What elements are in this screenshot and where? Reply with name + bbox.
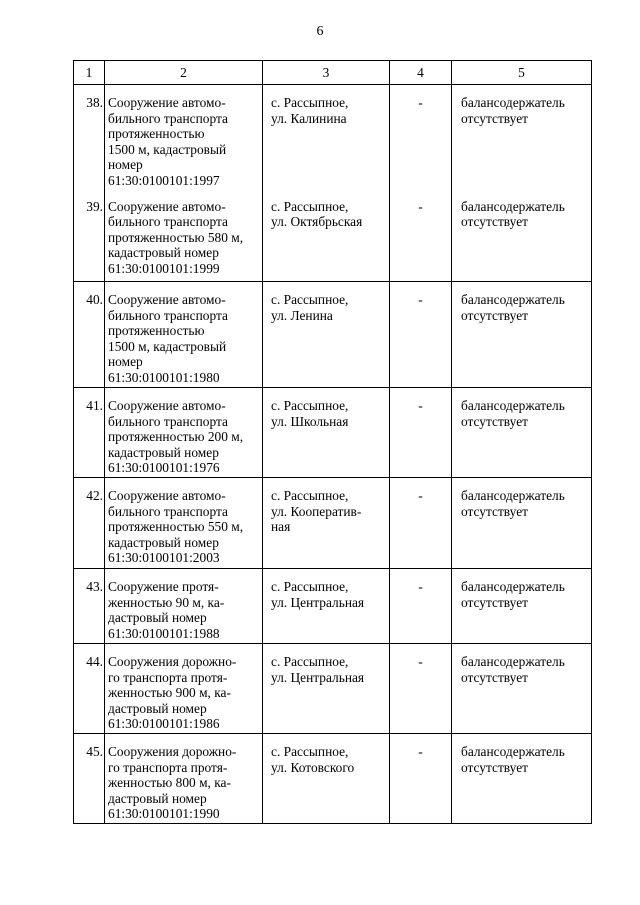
column-4-cell: -	[390, 569, 452, 644]
address-cell	[263, 478, 390, 569]
column-4-cell: -	[390, 388, 452, 478]
column-4-cell: -	[390, 644, 452, 734]
row-number-cell: 39.	[74, 189, 105, 282]
holder-line: отсутствует	[461, 594, 528, 610]
description-line: 61:30:0100101:1990	[108, 806, 220, 822]
row-number-cell: 44.	[74, 644, 105, 734]
table-row	[74, 734, 592, 824]
table-row	[74, 569, 592, 644]
holder-line: отсутствует	[461, 669, 528, 685]
holder-cell	[452, 569, 592, 644]
holder-line: балансодержатель	[461, 488, 565, 504]
table-row	[74, 189, 592, 282]
holder-cell	[452, 282, 592, 388]
description-line: протяженностью 580 м,	[108, 229, 244, 245]
object-description-cell	[105, 644, 263, 734]
description-line: Сооружение автомо-	[108, 398, 226, 414]
column-header: 2	[105, 61, 263, 85]
page-number: 6	[316, 24, 324, 39]
description-line: номер	[108, 354, 143, 370]
description-line: 61:30:0100101:1999	[108, 260, 220, 276]
description-line: дастровый номер	[108, 700, 207, 716]
address-line: ная	[271, 519, 291, 535]
address-line: с. Рассыпное,	[271, 292, 349, 308]
description-line: бильного транспорта	[108, 307, 228, 323]
description-line: бильного транспорта	[108, 413, 228, 429]
object-description-cell	[105, 734, 263, 824]
description-line: 61:30:0100101:1988	[108, 625, 220, 641]
row-number-cell: 41.	[74, 388, 105, 478]
holder-line: балансодержатель	[461, 95, 565, 110]
address-line: с. Рассыпное,	[271, 95, 349, 110]
description-line: протяженностью	[108, 323, 205, 339]
table-row	[74, 644, 592, 734]
address-line: с. Рассыпное,	[271, 654, 349, 670]
description-line: 61:30:0100101:1986	[108, 716, 220, 732]
object-description-cell	[105, 282, 263, 388]
description-line: 61:30:0100101:1976	[108, 460, 220, 476]
column-header: 3	[263, 61, 390, 85]
table-row	[74, 388, 592, 478]
table-row	[74, 478, 592, 569]
description-line: 61:30:0100101:2003	[108, 550, 220, 566]
holder-line: балансодержатель	[461, 198, 565, 214]
object-description-cell	[105, 85, 263, 189]
description-line: бильного транспорта	[108, 214, 228, 230]
description-line: Сооружение автомо-	[108, 95, 226, 110]
description-line: дастровый номер	[108, 610, 207, 626]
holder-line: отсутствует	[461, 214, 528, 230]
holder-cell	[452, 189, 592, 282]
description-line: го транспорта протя-	[108, 669, 228, 685]
description-line: кадастровый номер	[108, 534, 219, 550]
description-line: протяженностью	[108, 126, 205, 142]
description-line: бильного транспорта	[108, 110, 228, 126]
address-line: ул. Ленина	[271, 307, 333, 323]
description-line: кадастровый номер	[108, 444, 219, 460]
address-line: с. Рассыпное,	[271, 198, 349, 214]
description-line: 61:30:0100101:1980	[108, 370, 220, 386]
address-cell	[263, 734, 390, 824]
address-line: ул. Центральная	[271, 594, 365, 610]
description-line: женностью 900 м, ка-	[108, 685, 231, 701]
holder-line: отсутствует	[461, 110, 528, 126]
description-line: 1500 м, кадастровый	[108, 338, 227, 354]
object-description-cell	[105, 189, 263, 282]
holder-cell	[452, 734, 592, 824]
address-line: ул. Кооператив-	[271, 503, 362, 519]
table-row	[74, 85, 592, 189]
address-line: ул. Школьная	[271, 413, 349, 429]
row-number-cell: 42.	[74, 478, 105, 569]
description-line: дастровый номер	[108, 790, 207, 806]
table-header-row	[74, 61, 592, 85]
address-cell	[263, 282, 390, 388]
address-line: ул. Центральная	[271, 669, 365, 685]
column-4-cell: -	[390, 85, 452, 189]
description-line: Сооружение автомо-	[108, 292, 226, 308]
description-line: протяженностью 200 м,	[108, 429, 244, 445]
description-line: Сооружение автомо-	[108, 198, 226, 214]
row-number-cell: 40.	[74, 282, 105, 388]
column-4-cell: -	[390, 189, 452, 282]
column-4-cell: -	[390, 478, 452, 569]
column-header: 5	[452, 61, 592, 85]
holder-line: отсутствует	[461, 759, 528, 775]
property-table	[73, 60, 592, 824]
holder-line: отсутствует	[461, 413, 528, 429]
holder-line: балансодержатель	[461, 744, 565, 760]
row-number-cell: 45.	[74, 734, 105, 824]
holder-line: балансодержатель	[461, 579, 565, 595]
row-number-cell: 38.	[74, 85, 105, 189]
description-line: женностью 800 м, ка-	[108, 775, 231, 791]
address-line: с. Рассыпное,	[271, 744, 349, 760]
row-number-cell: 43.	[74, 569, 105, 644]
column-4-cell: -	[390, 282, 452, 388]
description-line: женностью 90 м, ка-	[108, 594, 225, 610]
address-cell	[263, 85, 390, 189]
description-line: го транспорта протя-	[108, 759, 228, 775]
object-description-cell	[105, 478, 263, 569]
table-body	[74, 85, 592, 824]
object-description-cell	[105, 569, 263, 644]
address-cell	[263, 644, 390, 734]
holder-cell	[452, 644, 592, 734]
description-line: бильного транспорта	[108, 503, 228, 519]
holder-line: отсутствует	[461, 307, 528, 323]
address-line: с. Рассыпное,	[271, 579, 349, 595]
address-cell	[263, 388, 390, 478]
holder-cell	[452, 388, 592, 478]
description-line: Сооружение автомо-	[108, 488, 226, 504]
description-line: кадастровый номер	[108, 245, 219, 261]
address-cell	[263, 189, 390, 282]
column-header: 1	[74, 61, 105, 85]
description-line: 1500 м, кадастровый	[108, 141, 227, 157]
description-line: 61:30:0100101:1997	[108, 172, 220, 188]
holder-cell	[452, 478, 592, 569]
address-line: с. Рассыпное,	[271, 398, 349, 414]
holder-line: отсутствует	[461, 503, 528, 519]
address-line: с. Рассыпное,	[271, 488, 349, 504]
description-line: протяженностью 550 м,	[108, 519, 244, 535]
column-header: 4	[390, 61, 452, 85]
address-cell	[263, 569, 390, 644]
description-line: Сооружения дорожно-	[108, 744, 237, 760]
description-line: номер	[108, 157, 143, 173]
holder-line: балансодержатель	[461, 398, 565, 414]
address-line: ул. Калинина	[271, 110, 347, 126]
holder-line: балансодержатель	[461, 654, 565, 670]
holder-cell	[452, 85, 592, 189]
object-description-cell	[105, 388, 263, 478]
holder-line: балансодержатель	[461, 292, 565, 308]
description-line: Сооружения дорожно-	[108, 654, 237, 670]
address-line: ул. Котовского	[271, 759, 355, 775]
address-line: ул. Октябрьская	[271, 214, 363, 230]
column-4-cell: -	[390, 734, 452, 824]
description-line: Сооружение протя-	[108, 579, 219, 595]
table-row	[74, 282, 592, 388]
